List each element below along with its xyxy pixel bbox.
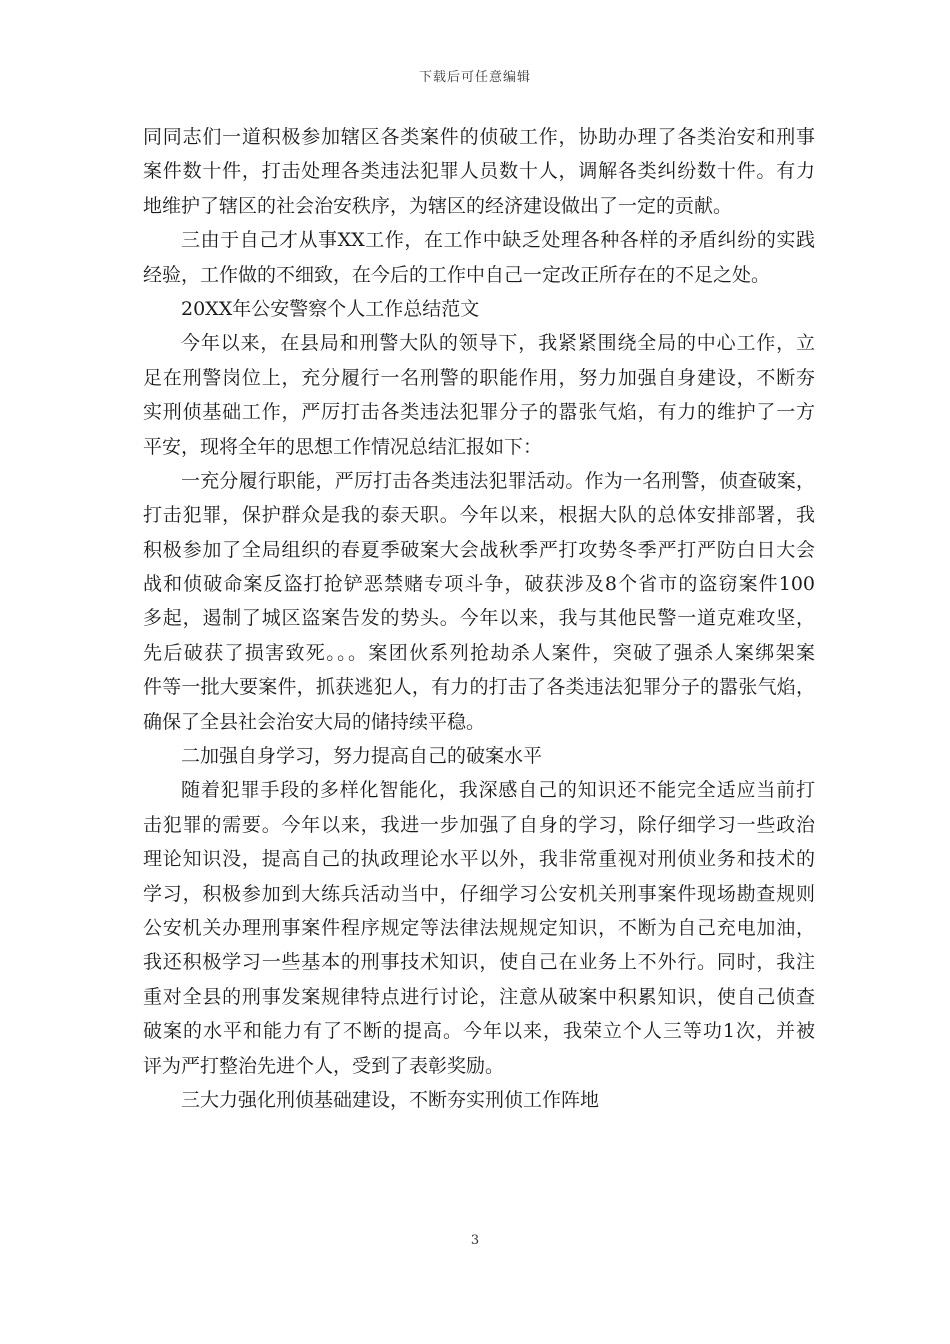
text-line: 学习，积极参加到大练兵活动当中，仔细学习公安机关刑事案件现场勘查规则 <box>143 882 815 905</box>
text-line: 重对全县的刑事发案规律特点进行讨论，注意从破案中积累知识，使自己侦查 <box>143 985 815 1008</box>
section-heading: 三大力强化刑侦基础建设，不断夯实刑侦工作阵地 <box>181 1088 600 1111</box>
text-line: 评为严打整治先进个人，受到了表彰奖励。 <box>143 1054 505 1077</box>
text-line: 多起，遏制了城区盗案告发的势头。今年以来，我与其他民警一道克难攻坚， <box>143 607 815 630</box>
text-line: 击犯罪的需要。今年以来，我进一步加强了自身的学习，除仔细学习一些政治 <box>143 813 815 836</box>
text-line: 理论知识没，提高自己的执政理论水平以外，我非常重视对刑侦业务和技术的 <box>143 848 815 871</box>
text-line: 件等一批大要案件，抓获逃犯人，有力的打击了各类违法犯罪分子的嚣张气焰， <box>143 676 815 699</box>
text-line: 确保了全县社会治安大局的储持续平稳。 <box>143 710 486 733</box>
paragraph-start-line: 今年以来，在县局和刑警大队的领导下，我紧紧围绕全局的中心工作，立 <box>181 332 815 355</box>
text-line: 我还积极学习一些基本的刑事技术知识，使自己在业务上不外行。同时，我注 <box>143 951 815 974</box>
page-header: 下载后可任意编辑 <box>418 70 531 85</box>
paragraph-start-line: 一充分履行职能，严厉打击各类违法犯罪活动。作为一名刑警，侦查破案， <box>181 469 815 492</box>
text-line: 战和侦破命案反盗打抢铲恶禁赌专项斗争，破获涉及8个省市的盗窃案件100 <box>143 573 815 596</box>
text-line: 积极参加了全局组织的春夏季破案大会战秋季严打攻势冬季严打严防白日大会 <box>143 538 815 561</box>
text-line: 案件数十件，打击处理各类违法犯罪人员数十人，调解各类纠纷数十件。有力 <box>143 160 815 183</box>
text-line: 经验，工作做的不细致，在今后的工作中自己一定改正所存在的不足之处。 <box>143 263 771 286</box>
text-line: 破案的水平和能力有了不断的提高。今年以来，我荣立个人三等功1次，并被 <box>143 1020 815 1043</box>
text-line: 打击犯罪，保护群众是我的泰天职。今年以来，根据大队的总体安排部署，我 <box>143 504 815 527</box>
text-line: 公安机关办理刑事案件程序规定等法律法规规定知识，不断为自己充电加油， <box>143 916 815 939</box>
document-body <box>143 120 815 1117</box>
paragraph-start-line: 三由于自己才从事XX工作，在工作中缺乏处理各种各样的矛盾纠纷的实践 <box>181 229 815 252</box>
text-line: 同同志们一道积极参加辖区各类案件的侦破工作，协助办理了各类治安和刑事 <box>143 126 815 148</box>
section-heading: 二加强自身学习，努力提高自己的破案水平 <box>181 745 543 768</box>
section-heading: 20XX年公安警察个人工作总结范文 <box>181 297 480 320</box>
text-line: 先后破获了损害致死。。。案团伙系列抢劫杀人案件，突破了强杀人案绑架案 <box>143 641 815 664</box>
page-number: 3 <box>470 1233 480 1248</box>
text-line: 地维护了辖区的社会治安秩序，为辖区的经济建设做出了一定的贡献。 <box>143 194 733 217</box>
text-line: 足在刑警岗位上，充分履行一名刑警的职能作用，努力加强自身建设，不断夯 <box>143 366 815 389</box>
text-line: 平安，现将全年的思想工作情况总结汇报如下： <box>143 435 543 458</box>
paragraph-start-line: 随着犯罪手段的多样化智能化，我深感自己的知识还不能完全适应当前打 <box>181 779 815 802</box>
text-line: 实刑侦基础工作，严厉打击各类违法犯罪分子的嚣张气焰，有力的维护了一方 <box>143 401 815 424</box>
